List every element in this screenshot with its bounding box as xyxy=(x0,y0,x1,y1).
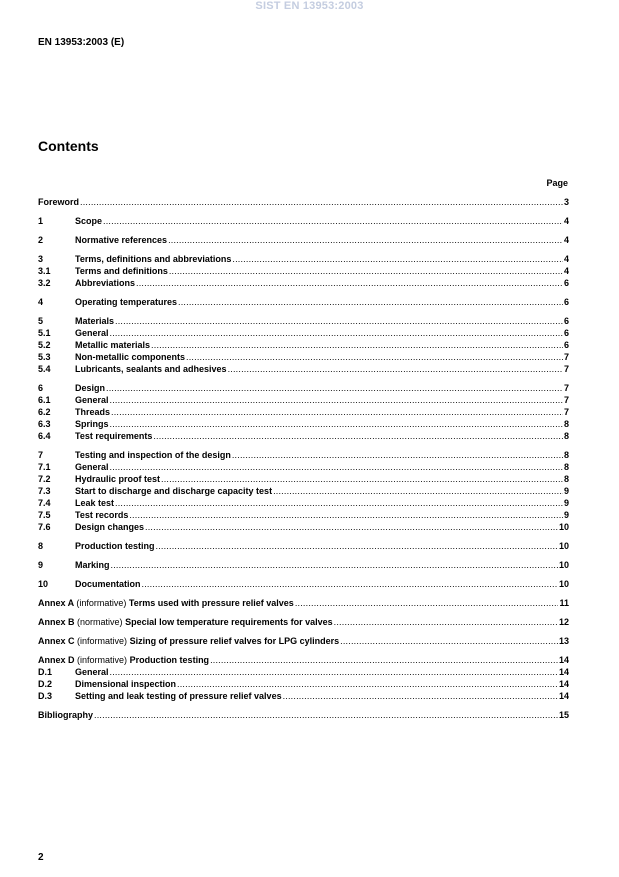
toc-entry-number: 5.2 xyxy=(38,340,51,350)
toc-entry-page: 14 xyxy=(558,655,569,665)
toc-entry[interactable] xyxy=(38,635,569,647)
toc-entry[interactable] xyxy=(38,540,569,552)
annex-label: Annex A xyxy=(38,598,74,608)
toc-entry[interactable] xyxy=(38,430,569,442)
toc-entry-page: 14 xyxy=(558,667,569,677)
toc-entry-number: 7.3 xyxy=(38,486,51,496)
toc-entry-number: 9 xyxy=(38,560,44,570)
dot-leader xyxy=(142,578,558,590)
toc-entry-title: Dimensional inspection xyxy=(75,679,177,689)
toc-entry-title: Start to discharge and discharge capacity test xyxy=(75,486,273,496)
toc-entry-number: 3 xyxy=(38,254,44,264)
dot-leader xyxy=(151,339,563,351)
toc-entry-page: 15 xyxy=(558,710,569,720)
toc-entry-number: 10 xyxy=(38,579,49,589)
toc-entry-title: Scope xyxy=(75,216,103,226)
toc-entry-title: Test requirements xyxy=(75,431,153,441)
toc-entry-title: Marking xyxy=(75,560,110,570)
toc-entry-page: 13 xyxy=(558,636,569,646)
toc-entry-page: 7 xyxy=(563,383,569,393)
toc-entry-page: 7 xyxy=(563,352,569,362)
toc-entry-number: 6 xyxy=(38,383,44,393)
toc-entry-number: 6.3 xyxy=(38,419,51,429)
toc-entry-number: D.2 xyxy=(38,679,53,689)
toc-entry-title xyxy=(38,597,294,609)
dot-leader xyxy=(80,196,563,208)
dot-leader xyxy=(110,461,563,473)
toc-entry-number: D.1 xyxy=(38,667,53,677)
toc-entry-title: Foreword xyxy=(38,197,80,207)
toc-entry-title xyxy=(38,654,209,666)
toc-entry-page: 7 xyxy=(563,395,569,405)
toc-entry[interactable] xyxy=(38,578,569,590)
toc-entry-title: Documentation xyxy=(75,579,141,589)
toc-entry-page: 8 xyxy=(563,431,569,441)
toc-entry-title: Leak test xyxy=(75,498,115,508)
toc-entry[interactable] xyxy=(38,265,569,277)
toc-entry[interactable] xyxy=(38,296,569,308)
annex-type: (informative) xyxy=(77,655,128,665)
toc-entry-number: 7 xyxy=(38,450,44,460)
annex-label: Annex C xyxy=(38,636,75,646)
toc-entry[interactable] xyxy=(38,654,569,666)
toc-entry[interactable] xyxy=(38,253,569,265)
document-id: EN 13953:2003 (E) xyxy=(38,37,125,48)
dot-leader xyxy=(145,521,558,533)
toc-entry-page: 7 xyxy=(563,407,569,417)
dot-leader xyxy=(295,597,559,609)
toc-entry-number: 7.4 xyxy=(38,498,51,508)
toc-entry[interactable] xyxy=(38,339,569,351)
toc-entry[interactable] xyxy=(38,485,569,497)
toc-entry-page: 6 xyxy=(563,340,569,350)
toc-entry-title: Terms and definitions xyxy=(75,266,168,276)
dot-leader xyxy=(110,394,563,406)
dot-leader xyxy=(178,296,563,308)
toc-entry[interactable] xyxy=(38,449,569,461)
toc-entry[interactable] xyxy=(38,709,569,721)
toc-entry-title: Hydraulic proof test xyxy=(75,474,161,484)
toc-entry-page: 3 xyxy=(563,197,569,207)
toc-entry-page: 10 xyxy=(558,579,569,589)
dot-leader xyxy=(110,327,563,339)
toc-entry[interactable] xyxy=(38,277,569,289)
toc-entry-title: Production testing xyxy=(75,541,155,551)
page-title: Contents xyxy=(38,138,99,154)
dot-leader xyxy=(129,509,563,521)
dot-leader xyxy=(156,540,558,552)
dot-leader xyxy=(210,654,558,666)
table-of-contents xyxy=(38,196,569,721)
toc-entry-title: Design xyxy=(75,383,106,393)
toc-entry[interactable] xyxy=(38,234,569,246)
toc-entry[interactable] xyxy=(38,406,569,418)
toc-entry[interactable] xyxy=(38,196,569,208)
dot-leader xyxy=(110,666,558,678)
toc-entry-title: General xyxy=(75,328,109,338)
dot-leader xyxy=(161,473,563,485)
toc-entry[interactable] xyxy=(38,559,569,571)
toc-entry-number: 6.1 xyxy=(38,395,51,405)
toc-entry-page: 8 xyxy=(563,450,569,460)
annex-title: Terms used with pressure relief valves xyxy=(128,598,294,608)
toc-entry-number: 7.2 xyxy=(38,474,51,484)
dot-leader xyxy=(94,709,558,721)
dot-leader xyxy=(103,215,563,227)
toc-entry-page: 6 xyxy=(563,278,569,288)
annex-title: Production testing xyxy=(129,655,210,665)
page-number: 2 xyxy=(38,852,44,863)
dot-leader xyxy=(232,253,563,265)
toc-entry-page: 4 xyxy=(563,254,569,264)
toc-entry-title: Operating temperatures xyxy=(75,297,178,307)
annex-label: Annex B xyxy=(38,617,75,627)
toc-entry[interactable] xyxy=(38,597,569,609)
toc-entry-page: 11 xyxy=(559,598,569,608)
dot-leader xyxy=(115,315,563,327)
dot-leader xyxy=(340,635,558,647)
toc-entry-page: 9 xyxy=(563,510,569,520)
toc-entry[interactable] xyxy=(38,616,569,628)
dot-leader xyxy=(136,277,563,289)
toc-entry-title xyxy=(38,616,333,628)
toc-entry-number: 2 xyxy=(38,235,44,245)
toc-entry-title: General xyxy=(75,395,109,405)
dot-leader xyxy=(106,382,563,394)
toc-entry[interactable] xyxy=(38,521,569,533)
dot-leader xyxy=(177,678,558,690)
toc-entry-title: Design changes xyxy=(75,522,145,532)
toc-entry[interactable] xyxy=(38,509,569,521)
toc-entry[interactable] xyxy=(38,363,569,375)
page-column-label: Page xyxy=(546,178,568,188)
toc-entry-page: 4 xyxy=(563,266,569,276)
toc-entry-title: Test records xyxy=(75,510,129,520)
toc-entry-page: 7 xyxy=(563,364,569,374)
toc-entry-number: 6.2 xyxy=(38,407,51,417)
dot-leader xyxy=(111,406,563,418)
dot-leader xyxy=(169,265,563,277)
toc-entry[interactable] xyxy=(38,394,569,406)
toc-entry-number: 3.2 xyxy=(38,278,51,288)
toc-entry[interactable] xyxy=(38,315,569,327)
toc-entry-title: General xyxy=(75,667,109,677)
toc-entry[interactable] xyxy=(38,418,569,430)
dot-leader xyxy=(153,430,563,442)
toc-entry-page: 14 xyxy=(558,679,569,689)
toc-entry[interactable] xyxy=(38,497,569,509)
dot-leader xyxy=(232,449,563,461)
toc-entry-page: 8 xyxy=(563,474,569,484)
toc-entry-page: 6 xyxy=(563,297,569,307)
toc-entry-number: D.3 xyxy=(38,691,53,701)
toc-entry[interactable] xyxy=(38,461,569,473)
toc-entry-page: 6 xyxy=(563,316,569,326)
dot-leader xyxy=(228,363,563,375)
toc-entry-title: Abbreviations xyxy=(75,278,136,288)
annex-label: Annex D xyxy=(38,655,75,665)
toc-entry-number: 5.4 xyxy=(38,364,51,374)
toc-entry[interactable] xyxy=(38,678,569,690)
dot-leader xyxy=(283,690,558,702)
toc-entry-title: Springs xyxy=(75,419,109,429)
toc-entry-title: Materials xyxy=(75,316,115,326)
toc-entry-title: Terms, definitions and abbreviations xyxy=(75,254,232,264)
toc-entry-page: 6 xyxy=(563,328,569,338)
toc-entry[interactable] xyxy=(38,666,569,678)
toc-entry-title: General xyxy=(75,462,109,472)
toc-entry-number: 7.5 xyxy=(38,510,51,520)
toc-entry-title: Testing and inspection of the design xyxy=(75,450,231,460)
toc-entry-title: Threads xyxy=(75,407,111,417)
dot-leader xyxy=(273,485,563,497)
dot-leader xyxy=(110,418,563,430)
dot-leader xyxy=(115,497,563,509)
toc-entry-number: 5.3 xyxy=(38,352,51,362)
toc-entry-title: Normative references xyxy=(75,235,168,245)
toc-entry-number: 3.1 xyxy=(38,266,51,276)
annex-type: (informative) xyxy=(76,598,127,608)
toc-entry-number: 7.1 xyxy=(38,462,51,472)
dot-leader xyxy=(168,234,563,246)
toc-entry-page: 8 xyxy=(563,419,569,429)
toc-entry[interactable] xyxy=(38,215,569,227)
toc-entry[interactable] xyxy=(38,351,569,363)
toc-entry-number: 5.1 xyxy=(38,328,51,338)
toc-entry[interactable] xyxy=(38,327,569,339)
toc-entry-page: 12 xyxy=(558,617,569,627)
toc-entry-page: 14 xyxy=(558,691,569,701)
annex-type: (normative) xyxy=(77,617,123,627)
toc-entry-title: Non-metallic components xyxy=(75,352,186,362)
dot-leader xyxy=(111,559,558,571)
toc-entry-number: 5 xyxy=(38,316,44,326)
toc-entry-number: 6.4 xyxy=(38,431,51,441)
toc-entry-title: Setting and leak testing of pressure relief valves xyxy=(75,691,282,701)
toc-entry-title: Metallic materials xyxy=(75,340,151,350)
toc-entry-number: 7.6 xyxy=(38,522,51,532)
watermark: SIST EN 13953:2003 xyxy=(255,0,364,12)
toc-entry-page: 4 xyxy=(563,216,569,226)
dot-leader xyxy=(186,351,563,363)
toc-entry-page: 10 xyxy=(558,560,569,570)
toc-entry-number: 8 xyxy=(38,541,44,551)
toc-entry-page: 10 xyxy=(558,522,569,532)
toc-entry-title: Lubricants, sealants and adhesives xyxy=(75,364,227,374)
toc-entry-number: 4 xyxy=(38,297,44,307)
annex-title: Special low temperature requirements for valves xyxy=(125,617,333,627)
toc-entry-page: 9 xyxy=(563,486,569,496)
toc-entry-number: 1 xyxy=(38,216,44,226)
toc-entry-page: 10 xyxy=(558,541,569,551)
toc-entry-title xyxy=(38,635,339,647)
toc-entry[interactable] xyxy=(38,690,569,702)
toc-entry-page: 9 xyxy=(563,498,569,508)
annex-type: (informative) xyxy=(77,636,128,646)
annex-title: Sizing of pressure relief valves for LPG cylinders xyxy=(129,636,340,646)
toc-entry[interactable] xyxy=(38,382,569,394)
toc-entry-page: 4 xyxy=(563,235,569,245)
toc-entry-page: 8 xyxy=(563,462,569,472)
toc-entry-title: Bibliography xyxy=(38,710,94,720)
dot-leader xyxy=(334,616,558,628)
toc-entry[interactable] xyxy=(38,473,569,485)
